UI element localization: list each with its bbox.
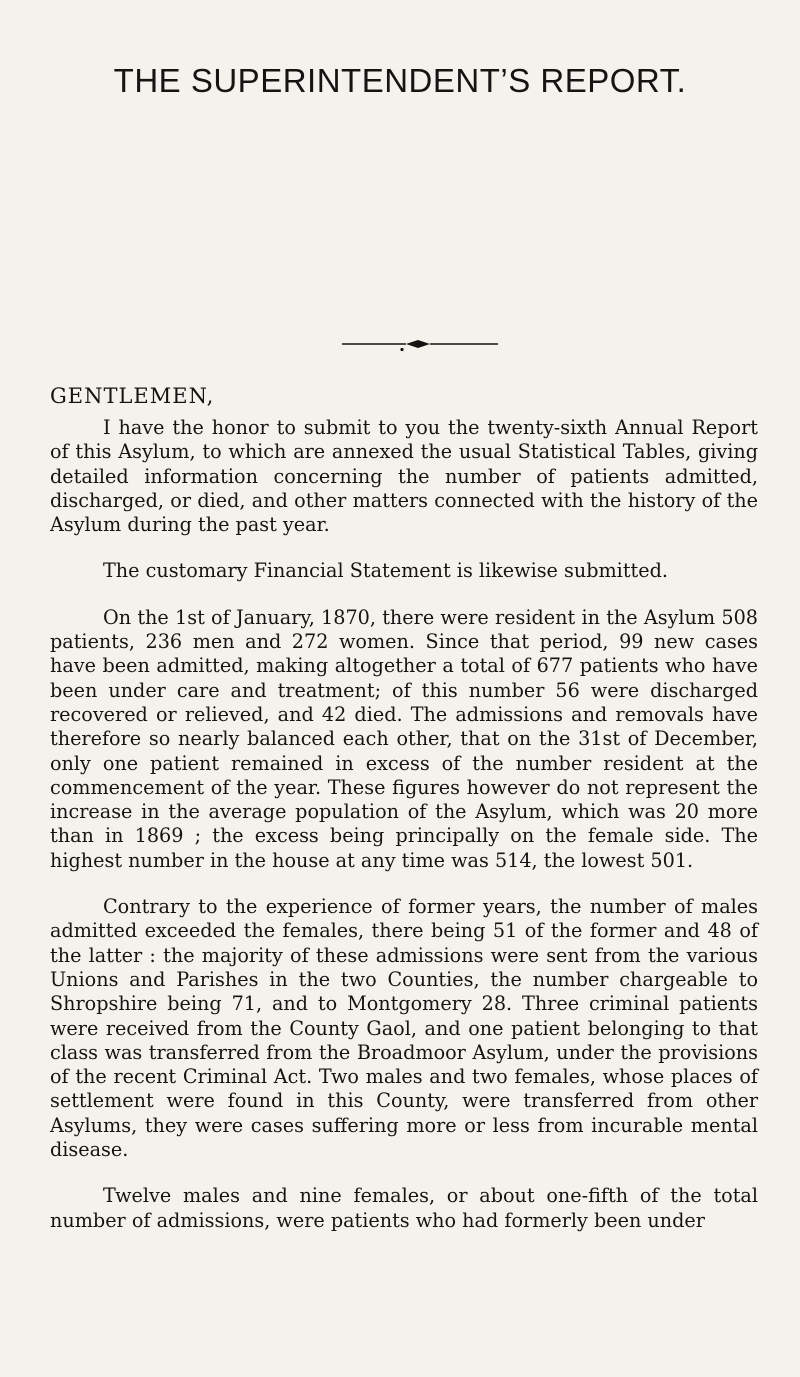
- paragraph-admissions: Contrary to the experience of former years, the number of males admitted exceeded the females, there being 51 of the former and 48 of the latter : the majority of these admissions were sent from the various Unions and Parishes in the two Counties, the number chargeable to Shropshire being 71, and to Montgomery 28. Three criminal patients were received from the County Gaol, and one patient belonging to that class was transferred from the Broadmoor Asylum, under the provisions of the recent Criminal Act. Two males and two females, whose places of settlement were found in this County, were transferred from other Asylums, they were cases suffering more or less from incurable mental disease.: [50, 895, 758, 1162]
- title-divider-ornament: [340, 338, 500, 352]
- paragraph-financial-statement: The customary Financial Statement is likewise submitted.: [103, 559, 668, 583]
- paragraph-readmissions: Twelve males and nine females, or about one-fifth of the total number of admissions, were patients who had formerly been under: [50, 1184, 758, 1232]
- salutation: GENTLEMEN,: [50, 384, 215, 408]
- paragraph-population: On the 1st of January, 1870, there were resident in the Asylum 508 patients, 236 men and 272 women. Since that period, 99 new cases have been admitted, making altogether a total of 677 patients who have been under care and treatment; of this number 56 were discharged recovered or relieved, and 42 died. The admissions and removals have therefore so nearly balanced each other, that on the 31st of December, only one patient remained in excess of the number resident at the commencement of the year. These figures however do not represent the increase in the average population of the Asylum, which was 20 more than in 1869 ; the excess being principally on the female side. The highest number in the house at any time was 514, the lowest 501.: [50, 605, 758, 872]
- report-body: [50, 416, 758, 1255]
- page-title: THE SUPERINTENDENT’S REPORT.: [113, 62, 687, 99]
- ornament-rule-icon: [340, 338, 500, 352]
- paragraph-introduction: I have the honor to submit to you the twenty-sixth Annual Report of this Asylum, to which are annexed the usual Statistical Tables, giving detailed information concerning the number of patients admitted, discharged, or died, and other matters connected with the history of the Asylum during the past year.: [50, 416, 758, 537]
